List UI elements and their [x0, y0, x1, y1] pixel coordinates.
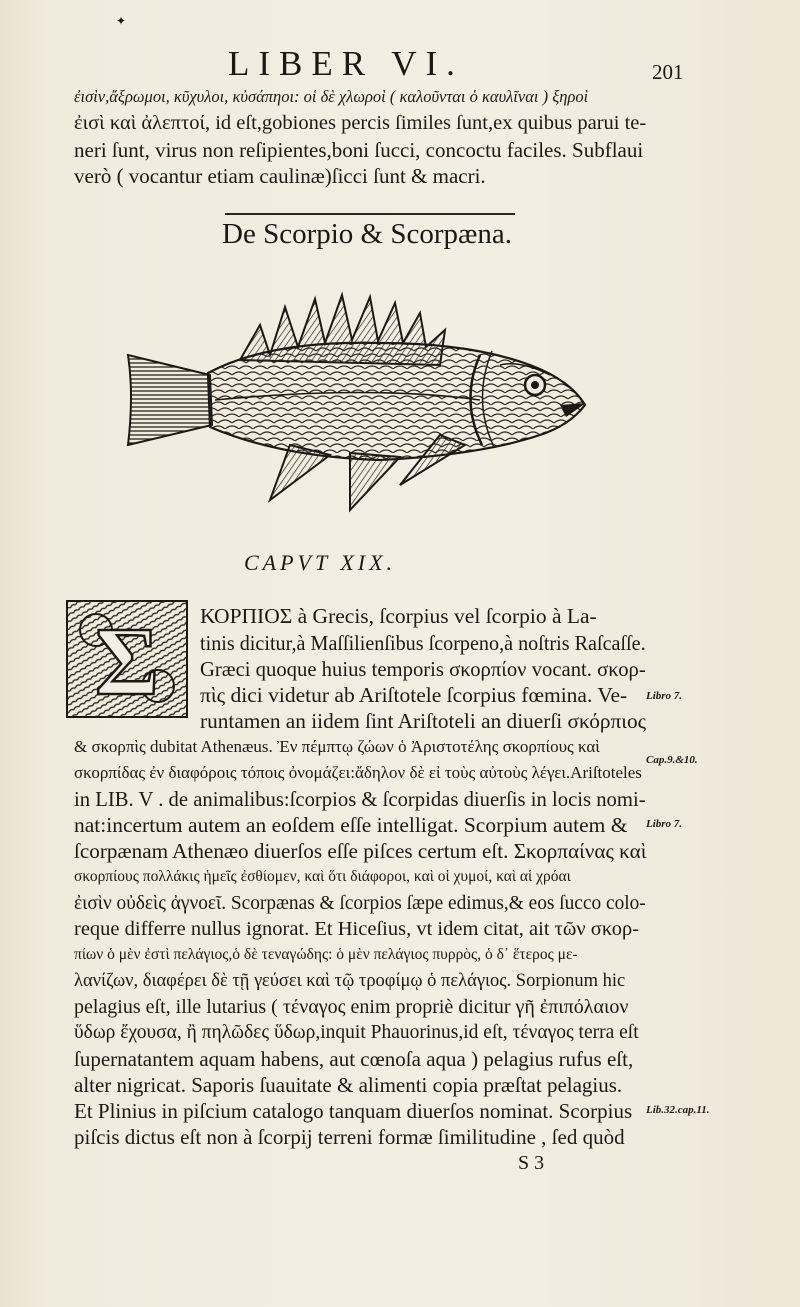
running-head: LIBER VI. [228, 44, 464, 83]
intro-line: neri ſunt, virus non reſipientes,boni ſucci, concoctu faciles. Subflaui [74, 138, 644, 162]
scorpion-fish-woodcut [120, 285, 590, 515]
section-title: De Scorpio & Scorpæna. [222, 218, 512, 250]
body-line: runtamen an iidem ſint Ariſtoteli an diuerſi σκόρπιος [200, 709, 647, 733]
body-line: nat:incertum autem an eoſdem eſſe intelligat. Scorpium autem & [74, 813, 628, 837]
chapter-heading: CAPVT XIX. [244, 550, 397, 575]
margin-note: Lib.32.cap.11. [646, 1104, 710, 1116]
margin-note: Libro 7. [646, 690, 683, 702]
body-line: & σκορπὶς dubitat Athenæus. Ἐν πέμπτῳ ζώων ὁ Ἀριστοτέλης σκορπίους καὶ [74, 737, 600, 756]
body-line: reque differre nullus ignorat. Et Hiceſius, vt idem citat, ait τῶν σκορ- [74, 918, 640, 940]
intro-line: verò ( vocantur etiam caulinæ)ſicci ſunt & macri. [74, 164, 486, 188]
margin-note: Cap.9.&10. [646, 754, 698, 766]
body-line: piſcis dictus eſt non à ſcorpij terreni formæ ſimilitudine , ſed quòd [74, 1125, 625, 1149]
body-line: Et Plinius in piſcium catalogo tanquam diuerſos nominat. Scorpius [74, 1099, 633, 1123]
body-line: pelagius eſt, ille lutarius ( τέναγος enim propriè dicitur γῆ ἐπιπόλαιον [74, 996, 629, 1018]
intro-line: ἐισὶν,ἄξρωμοι, κῦχυλοι, κὐσάπηοι: οἱ δὲ χλωροὶ ( καλοῦνται ὁ καυλῖναι ) ξηροὶ [74, 87, 589, 106]
body-line: σκορπίους πολλάκις ἡμεῖς ἐσθίομεν, καὶ ὅτι διάφοροι, καὶ οἱ χυμοί, καὶ αἱ χρόαι [74, 868, 571, 885]
page-number: 201 [652, 60, 684, 84]
initial-letter: Σ [94, 608, 160, 716]
body-line: σκορπίδας ἐν διαφόροις τόποις ὀνομάζει:ἄδηλον δὲ εἰ τοὺς αὐτοὺς λέγει.Ariſtoteles [74, 763, 642, 782]
body-line: ἐισὶν οὐδεὶς ἀγνοεῖ. Scorpænas & ſcorpios ſæpe edimus,& eos ſucco colo- [74, 892, 646, 914]
body-line: πίων ὁ μὲν ἐστὶ πελάγιος,ὁ δὲ τεναγώδης: ὁ μὲν πελάγιος πυρρὸς, ὁ δ᾽ ἕτερος με- [74, 946, 578, 963]
body-line: ὕδωρ ἔχουσα, ἢ πηλῶδες ὕδωρ,inquit Phauorinus,id eſt, τέναγος terra eſt [74, 1022, 639, 1043]
intro-line: ἐισὶ καὶ ἀλεπτοί, id eſt,gobiones percis ſimiles ſunt,ex quibus parui te- [74, 112, 647, 134]
body-line: πὶς dici videtur ab Ariſtotele ſcorpius fœmina. Ve- [200, 683, 628, 707]
margin-note: Libro 7. [646, 818, 683, 830]
body-line: ΚΟΡΠΙΟΣ à Grecis, ſcorpius vel ſcorpio à La- [200, 604, 597, 628]
body-line: tinis dicitur,à Maſſilienſibus ſcorpeno,à noſtris Raſcaſſe. [200, 631, 646, 655]
body-line: ſcorpænam Athenæo diuerſos eſſe piſces certum eſt. Σκορπαίνας καὶ [74, 839, 647, 863]
body-line: in LIB. V . de animalibus:ſcorpios & ſcorpidas diuerſis in locis nomi- [74, 787, 646, 811]
signature-mark: S 3 [518, 1152, 545, 1174]
body-line: ſupernatantem aquam habens, aut cœnoſa aqua ) pelagius rufus eſt, [74, 1047, 634, 1071]
body-line: Græci quoque huius temporis σκορπίον vocant. σκορ- [200, 657, 646, 681]
title-rule [225, 213, 515, 215]
ornament-mark: ✦ [116, 14, 127, 28]
body-line: λανίζων, διαφέρει δὲ τῇ γεύσει καὶ τῷ τροφίμῳ ὁ πελάγιος. Sorpionum hic [74, 971, 626, 991]
decorated-initial [66, 600, 188, 718]
body-line: alter nigricat. Saporis ſuauitate & alimenti copia præſtat pelagius. [74, 1073, 623, 1097]
